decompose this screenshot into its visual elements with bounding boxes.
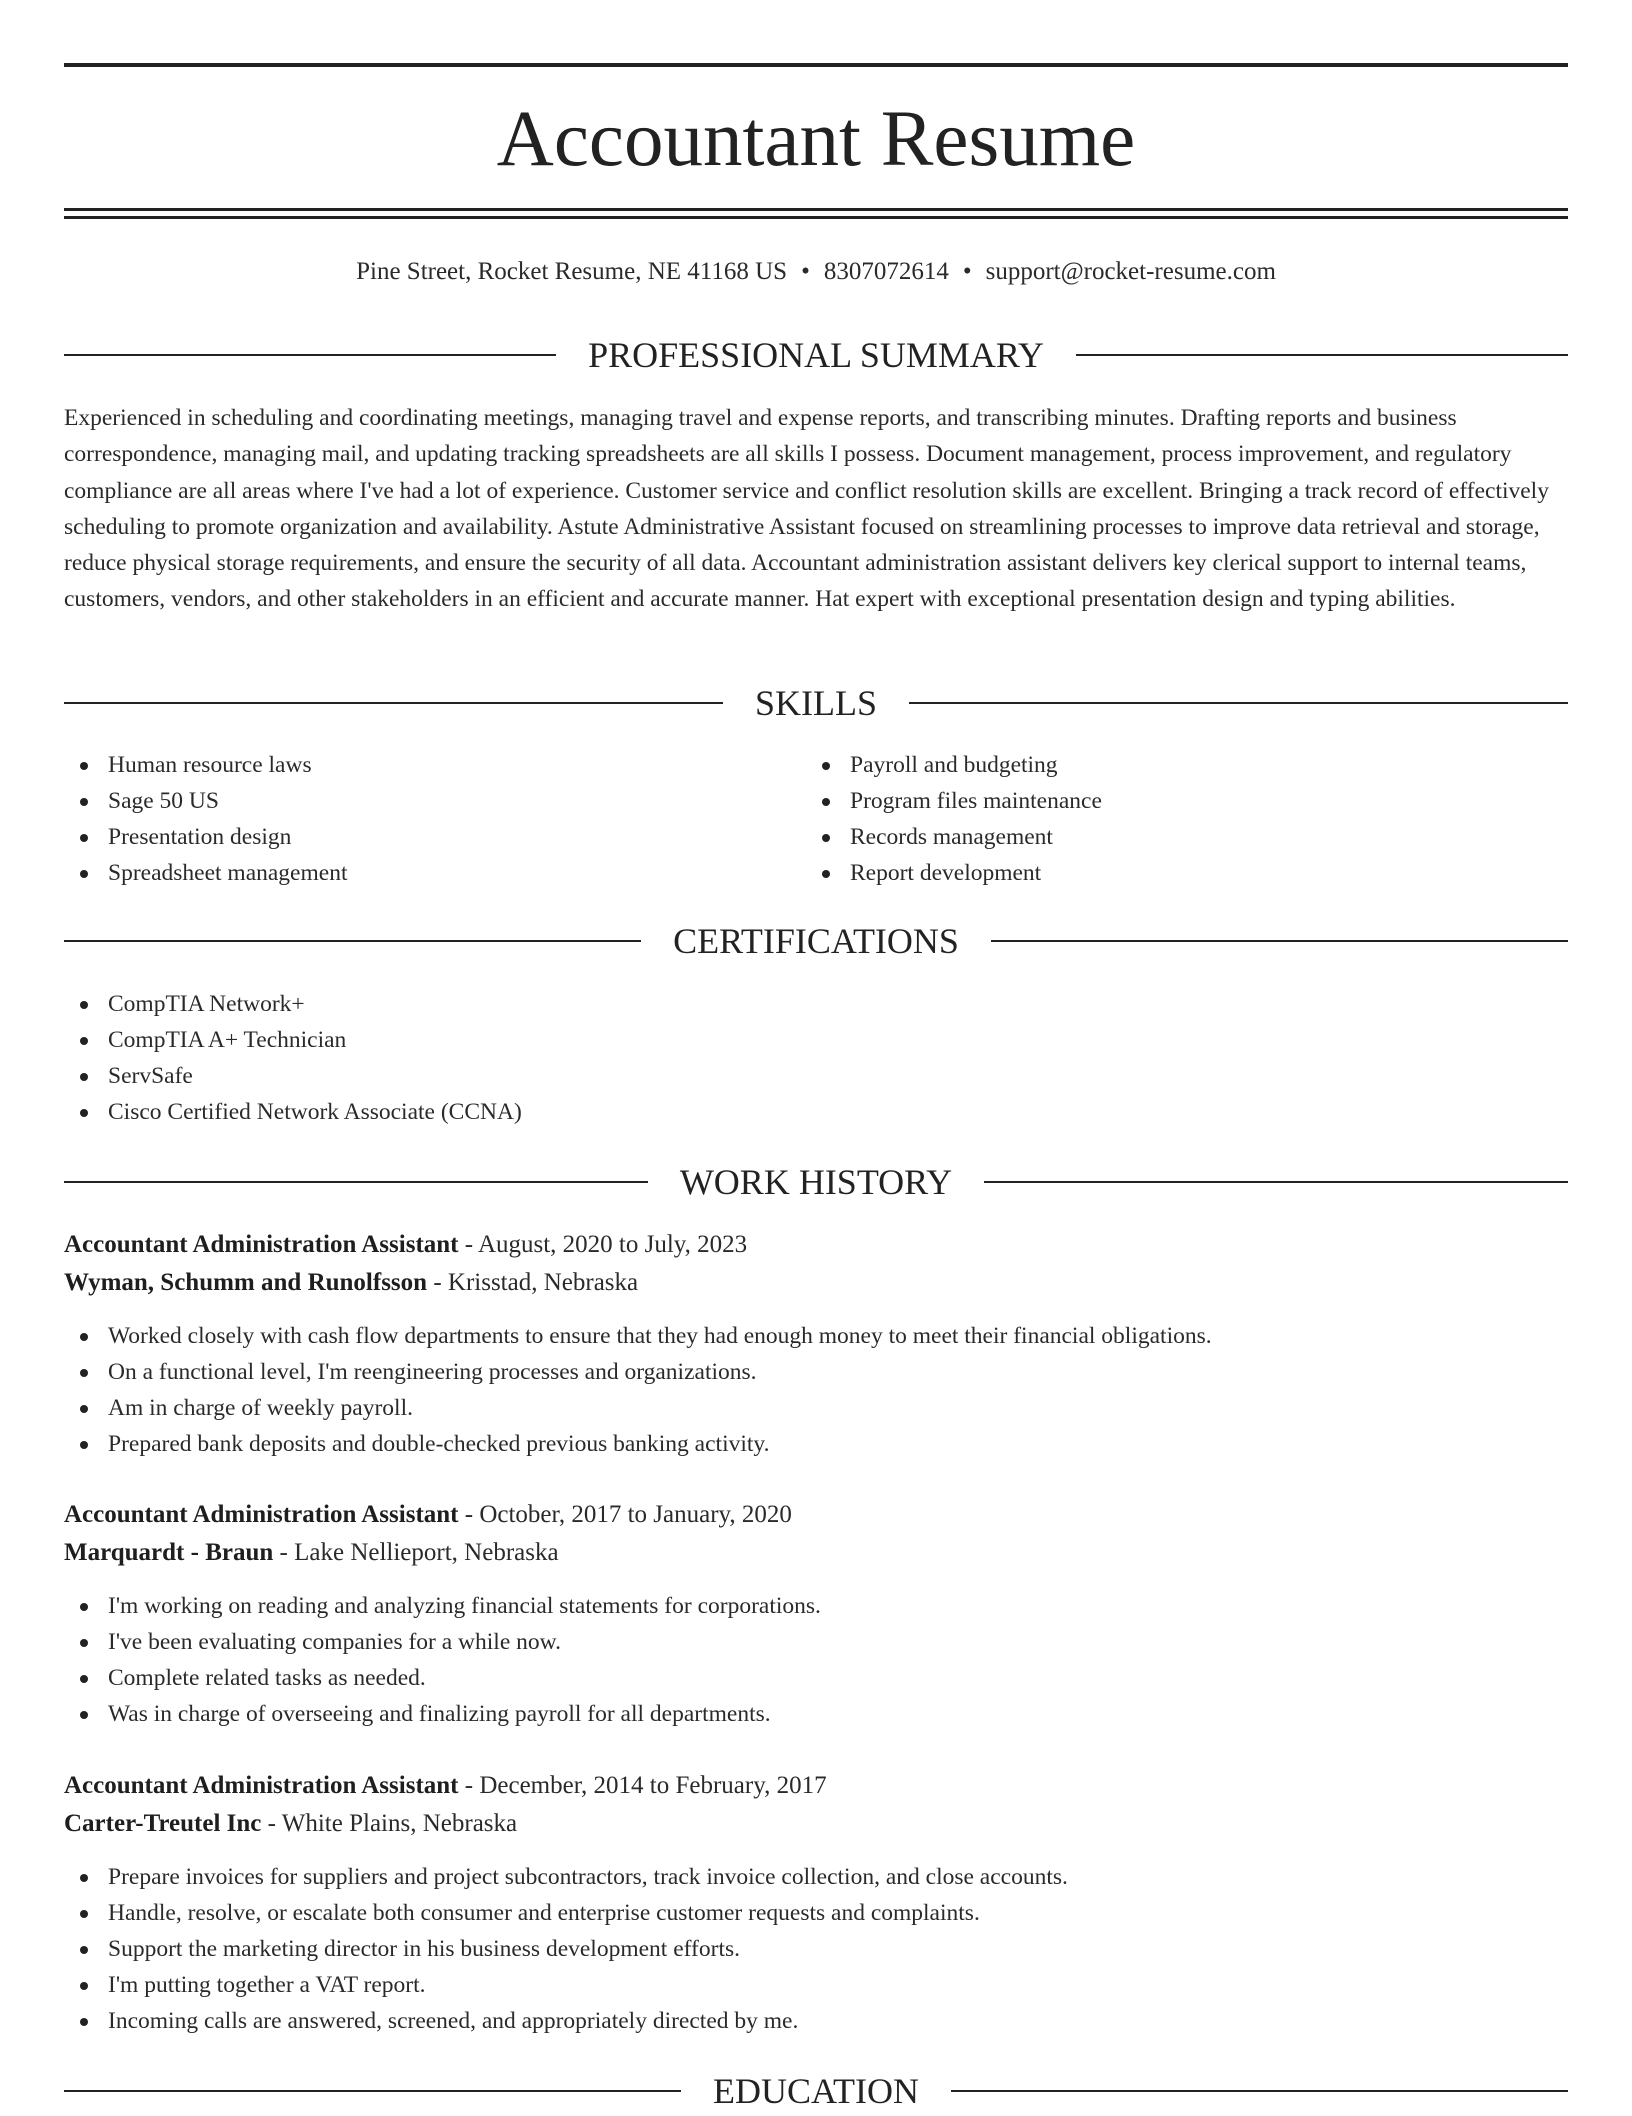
section-header-work-history <box>64 1157 1568 1207</box>
job-duties-list <box>64 1588 1568 1732</box>
skill-item: Human resource laws <box>64 747 804 783</box>
job-company-line <box>64 1534 1568 1572</box>
skill-item: Records management <box>806 819 1546 855</box>
section-title-education: EDUCATION <box>713 2071 919 2111</box>
section-header-education <box>64 2066 1568 2116</box>
skills-list-right <box>806 747 1546 891</box>
section-header-certifications <box>64 916 1568 966</box>
skill-item: Payroll and budgeting <box>806 747 1546 783</box>
job-duty-item: I'm working on reading and analyzing financial statements for corporations. <box>64 1588 1568 1624</box>
skill-item: Program files maintenance <box>806 783 1546 819</box>
job-duties-list <box>64 1859 1568 2039</box>
section-rule-left <box>64 940 641 942</box>
job-title-line <box>64 1496 1568 1534</box>
section-rule-right <box>991 940 1568 942</box>
section-title-certifications: CERTIFICATIONS <box>673 921 959 961</box>
header-double-rule-upper <box>64 208 1568 211</box>
section-rule-right <box>951 2090 1568 2092</box>
job-title-line <box>64 1226 1568 1264</box>
certification-item: CompTIA A+ Technician <box>64 1022 1568 1058</box>
section-title-summary: PROFESSIONAL SUMMARY <box>588 335 1044 375</box>
job-duty-item: I've been evaluating companies for a while now. <box>64 1624 1568 1660</box>
section-title-work-history: WORK HISTORY <box>679 1162 953 1202</box>
job-duty-item: Am in charge of weekly payroll. <box>64 1390 1568 1426</box>
certification-item: ServSafe <box>64 1058 1568 1094</box>
contact-line <box>64 252 1568 292</box>
job-duty-item: Was in charge of overseeing and finalizing payroll for all departments. <box>64 1696 1568 1732</box>
header-double-rule-lower <box>64 216 1568 219</box>
job-location: - Lake Nellieport, Nebraska <box>273 1539 559 1566</box>
job-company-line <box>64 1264 1568 1302</box>
contact-address: Pine Street, Rocket Resume, NE 41168 US <box>356 258 788 285</box>
contact-phone: 8307072614 <box>823 258 949 285</box>
section-title-skills: SKILLS <box>755 683 878 723</box>
job-duty-item: Support the marketing director in his business development efforts. <box>64 1931 1568 1967</box>
job-duties-list <box>64 1318 1568 1462</box>
section-rule-right <box>1076 354 1568 356</box>
job-company: Marquardt - Braun <box>64 1539 274 1566</box>
job-title: Accountant Administration Assistant <box>64 1501 459 1528</box>
page-title: Accountant Resume <box>496 96 1136 183</box>
header-top-rule <box>64 63 1568 67</box>
job-dates: - December, 2014 to February, 2017 <box>458 1772 827 1799</box>
section-header-skills <box>64 678 1568 728</box>
job-entry <box>64 1496 1568 1732</box>
job-entry <box>64 1767 1568 2039</box>
job-dates: - August, 2020 to July, 2023 <box>458 1231 748 1258</box>
section-rule-left <box>64 1181 648 1183</box>
job-company-line <box>64 1805 1568 1843</box>
summary-text: Experienced in scheduling and coordinating meetings, managing travel and expense reports, and transcribing minutes. Drafting reports and business correspondence, managing mail, and updating tracking spreadsheets are all skills I possess. Document management, process improvement, and regulatory compliance are all areas where I've had a lot of experience. Customer service and conflict resolution skills are excellent. Bringing a track record of effectively scheduling to promote organization and availability. Astute Administrative Assistant focused on streamlining processes to improve data retrieval and storage, reduce physical storage requirements, and ensure the security of all data. Accountant administration assistant delivers key clerical support to internal teams, customers, vendors, and other stakeholders in an efficient and accurate manner. Hat expert with exceptional presentation design and typing abilities. <box>64 405 1549 613</box>
job-title: Accountant Administration Assistant <box>64 1231 459 1258</box>
skill-item: Sage 50 US <box>64 783 804 819</box>
job-entry <box>64 1226 1568 1462</box>
section-rule-right <box>909 702 1568 704</box>
job-location: - Krisstad, Nebraska <box>427 1269 639 1296</box>
job-duty-item: Prepare invoices for suppliers and project subcontractors, track invoice collection, and close accounts. <box>64 1859 1568 1895</box>
job-location: - White Plains, Nebraska <box>261 1810 518 1837</box>
job-duty-item: Incoming calls are answered, screened, and appropriately directed by me. <box>64 2003 1568 2039</box>
job-title-line <box>64 1767 1568 1805</box>
section-header-summary <box>64 330 1568 380</box>
skills-list-left <box>64 747 804 891</box>
certifications-list <box>64 986 1568 1130</box>
section-rule-left <box>64 354 556 356</box>
skill-item: Presentation design <box>64 819 804 855</box>
certification-item: Cisco Certified Network Associate (CCNA) <box>64 1094 1568 1130</box>
section-rule-left <box>64 2090 681 2092</box>
contact-separator: • <box>801 258 810 285</box>
job-company: Carter-Treutel Inc <box>64 1810 262 1837</box>
contact-separator: • <box>962 258 972 285</box>
job-dates: - October, 2017 to January, 2020 <box>458 1501 792 1528</box>
job-title: Accountant Administration Assistant <box>64 1772 459 1799</box>
certification-item: CompTIA Network+ <box>64 986 1568 1022</box>
skill-item: Spreadsheet management <box>64 855 804 891</box>
section-rule-left <box>64 702 723 704</box>
job-duty-item: Worked closely with cash flow departments to ensure that they had enough money to meet their financial obligations. <box>64 1318 1568 1354</box>
job-company: Wyman, Schumm and Runolfsson <box>64 1269 428 1296</box>
job-duty-item: Complete related tasks as needed. <box>64 1660 1568 1696</box>
job-duty-item: On a functional level, I'm reengineering processes and organizations. <box>64 1354 1568 1390</box>
job-duty-item: I'm putting together a VAT report. <box>64 1967 1568 2003</box>
skill-item: Report development <box>806 855 1546 891</box>
job-duty-item: Prepared bank deposits and double-checked previous banking activity. <box>64 1426 1568 1462</box>
job-duty-item: Handle, resolve, or escalate both consumer and enterprise customer requests and complaints. <box>64 1895 1568 1931</box>
contact-email: support@rocket-resume.com <box>985 258 1276 285</box>
section-rule-right <box>984 1181 1568 1183</box>
